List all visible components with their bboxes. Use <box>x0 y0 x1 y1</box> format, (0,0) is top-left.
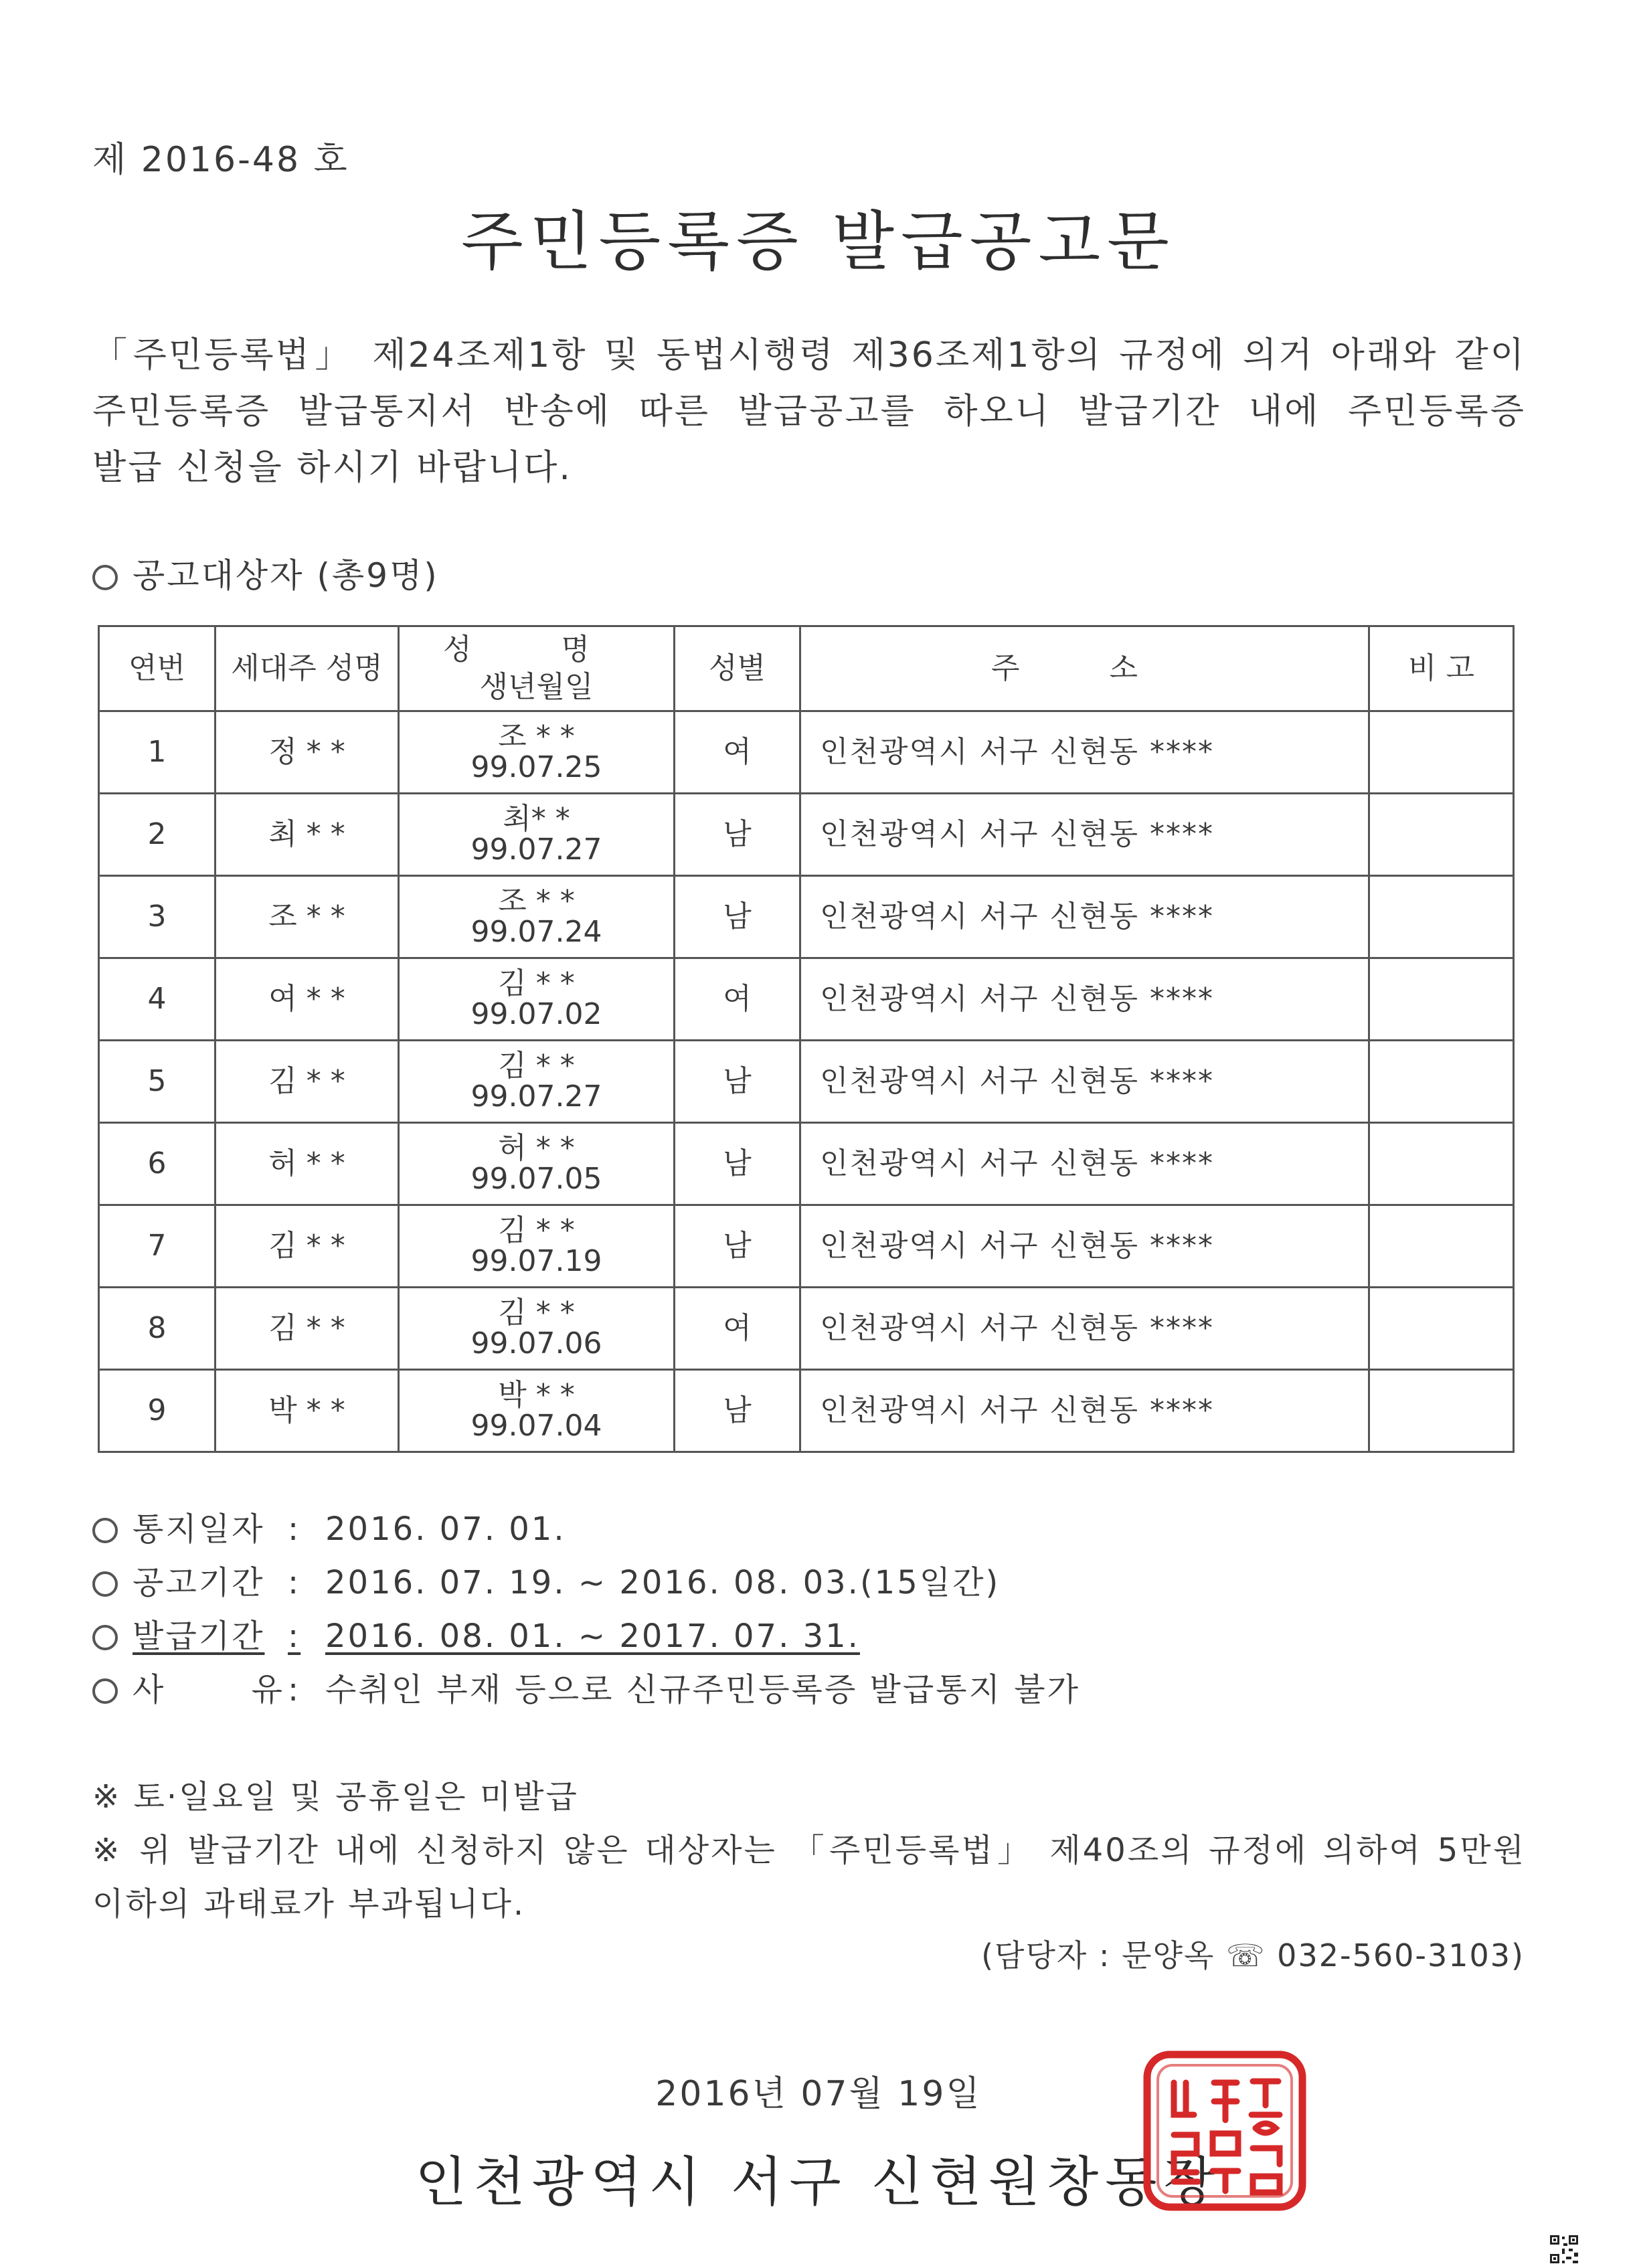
notice-value: 2016. 07. 01. <box>325 1510 566 1548</box>
cell-remarks <box>1369 1288 1514 1370</box>
cell-remarks <box>1369 1205 1514 1288</box>
cell-no: 2 <box>99 794 216 876</box>
cell-name: 조 * * <box>498 719 575 754</box>
cell-householder: 김 * * <box>216 1041 399 1123</box>
cell-birth: 99.07.02 <box>470 997 602 1031</box>
cell-address: 인천광역시 서구 신현동 **** <box>800 711 1369 794</box>
cell-name: 김 * * <box>498 1296 575 1330</box>
table-row <box>99 794 1514 876</box>
cell-name: 김 * * <box>498 1049 575 1083</box>
cell-birth: 99.07.25 <box>470 750 602 784</box>
intro-line-3: 발급 신청을 하시기 바랍니다. <box>92 448 572 488</box>
circle-bullet-icon <box>92 1571 118 1597</box>
cell-gender: 남 <box>675 1370 800 1452</box>
cell-birth: 99.07.05 <box>470 1162 602 1196</box>
cell-remarks <box>1369 958 1514 1041</box>
cell-address: 인천광역시 서구 신현동 **** <box>800 1370 1369 1452</box>
note-line-2: ※ 위 발급기간 내에 신청하지 않은 대상자는 「주민등록법」 제40조의 규정에 의하여 5만원 <box>92 1832 1526 1869</box>
header-name-birth <box>399 626 675 711</box>
cell-address: 인천광역시 서구 신현동 **** <box>800 794 1369 876</box>
cell-remarks <box>1369 794 1514 876</box>
reason-separator: : <box>288 1671 301 1709</box>
issue-label: 발급기간 <box>133 1618 265 1655</box>
cell-no: 5 <box>99 1041 216 1123</box>
cell-householder: 김 * * <box>216 1205 399 1288</box>
info-reason <box>92 1664 1080 1710</box>
subjects-heading <box>92 549 439 597</box>
info-notice-date <box>92 1503 566 1549</box>
cell-name: 최* * <box>503 802 570 836</box>
table-row <box>99 1288 1514 1370</box>
cell-householder: 정 * * <box>216 711 399 794</box>
cell-name: 박 * * <box>498 1378 575 1412</box>
note-line-1: ※ 토·일요일 및 공휴일은 미발급 <box>92 1778 579 1816</box>
cell-name: 조 * * <box>498 884 575 918</box>
header-gender: 성별 <box>675 626 800 711</box>
cell-householder: 박 * * <box>216 1370 399 1452</box>
cell-name-birth <box>399 794 675 876</box>
intro-line-1: 「주민등록법」 제24조제1항 및 동법시행령 제36조제1항의 규정에 의거 아래와 같이 <box>92 335 1526 375</box>
cell-birth: 99.07.06 <box>470 1326 602 1361</box>
cell-address: 인천광역시 서구 신현동 **** <box>800 876 1369 958</box>
cell-address: 인천광역시 서구 신현동 **** <box>800 958 1369 1041</box>
cell-remarks <box>1369 1370 1514 1452</box>
header-householder: 세대주 성명 <box>216 626 399 711</box>
cell-name-birth <box>399 1370 675 1452</box>
cell-householder: 여 * * <box>216 958 399 1041</box>
cell-remarks <box>1369 1123 1514 1205</box>
cell-gender: 남 <box>675 876 800 958</box>
table-row <box>99 711 1514 794</box>
circle-bullet-icon <box>92 565 118 590</box>
circle-bullet-icon <box>92 1518 118 1543</box>
cell-birth: 99.07.19 <box>470 1244 602 1278</box>
cell-gender: 남 <box>675 794 800 876</box>
cell-name-birth <box>399 958 675 1041</box>
cell-remarks <box>1369 1041 1514 1123</box>
table-row <box>99 1205 1514 1288</box>
header-no: 연번 <box>99 626 216 711</box>
table-header-row <box>99 626 1514 711</box>
cell-name: 김 * * <box>498 1213 575 1247</box>
cell-no: 1 <box>99 711 216 794</box>
header-name: 성 명 <box>443 632 630 667</box>
issuer-name: 인천광역시 서구 신현원창동장 <box>415 2151 1222 2213</box>
table-body <box>99 711 1514 1452</box>
cell-gender: 남 <box>675 1123 800 1205</box>
cell-birth: 99.07.27 <box>470 833 602 867</box>
cell-gender: 남 <box>675 1205 800 1288</box>
cell-householder: 최 * * <box>216 794 399 876</box>
contact-info: (담당자 : 문양옥 ☏ 032-560-3103) <box>981 1937 1525 1974</box>
subjects-heading-text: 공고대상자 (총9명) <box>133 556 439 595</box>
table-row <box>99 1370 1514 1452</box>
reason-value: 수취인 부재 등으로 신규주민등록증 발급통지 불가 <box>325 1671 1081 1709</box>
cell-address: 인천광역시 서구 신현동 **** <box>800 1288 1369 1370</box>
issue-value: 2016. 08. 01. ~ 2017. 07. 31. <box>325 1618 860 1655</box>
info-issue-period <box>92 1610 860 1656</box>
table-row <box>99 958 1514 1041</box>
cell-no: 8 <box>99 1288 216 1370</box>
subjects-table <box>98 625 1515 1453</box>
cell-name: 김 * * <box>498 966 575 1000</box>
cell-no: 6 <box>99 1123 216 1205</box>
cell-no: 7 <box>99 1205 216 1288</box>
cell-remarks <box>1369 711 1514 794</box>
cell-gender: 여 <box>675 711 800 794</box>
cell-householder: 조 * * <box>216 876 399 958</box>
notice-label: 통지일자 <box>133 1510 265 1548</box>
note-line-3: 이하의 과태료가 부과됩니다. <box>92 1885 526 1923</box>
cell-birth: 99.07.04 <box>470 1409 602 1443</box>
cell-gender: 여 <box>675 958 800 1041</box>
cell-name-birth <box>399 711 675 794</box>
cell-name-birth <box>399 1205 675 1288</box>
reason-label: 사 유 <box>133 1671 284 1709</box>
notice-separator: : <box>288 1510 301 1548</box>
info-notice-period <box>92 1557 1000 1603</box>
header-birth: 생년월일 <box>479 670 594 704</box>
document-title: 주민등록증 발급공고문 <box>461 204 1176 279</box>
cell-address: 인천광역시 서구 신현동 **** <box>800 1041 1369 1123</box>
intro-line-2: 주민등록증 발급통지서 반송에 따른 발급공고를 하오니 발급기간 내에 주민등록증 <box>92 391 1526 432</box>
cell-name-birth <box>399 1041 675 1123</box>
cell-no: 3 <box>99 876 216 958</box>
cell-birth: 99.07.24 <box>470 915 602 949</box>
cell-householder: 허 * * <box>216 1123 399 1205</box>
cell-householder: 김 * * <box>216 1288 399 1370</box>
cell-name-birth <box>399 1288 675 1370</box>
cell-gender: 남 <box>675 1041 800 1123</box>
period-value: 2016. 07. 19. ~ 2016. 08. 03.(15일간) <box>325 1564 1001 1601</box>
cell-address: 인천광역시 서구 신현동 **** <box>800 1123 1369 1205</box>
cell-no: 4 <box>99 958 216 1041</box>
cell-name-birth <box>399 876 675 958</box>
issue-separator: : <box>288 1618 301 1655</box>
header-address: 주 소 <box>800 626 1369 711</box>
cell-address: 인천광역시 서구 신현동 **** <box>800 1205 1369 1288</box>
cell-birth: 99.07.27 <box>470 1079 602 1114</box>
cell-no: 9 <box>99 1370 216 1452</box>
document-number: 제 2016-48 호 <box>92 140 349 180</box>
table-row <box>99 1123 1514 1205</box>
cell-name: 허 * * <box>498 1131 575 1165</box>
qr-code-icon <box>1549 2234 1579 2265</box>
header-remarks: 비 고 <box>1369 626 1514 711</box>
table-row <box>99 876 1514 958</box>
cell-remarks <box>1369 876 1514 958</box>
circle-bullet-icon <box>92 1678 118 1704</box>
period-separator: : <box>288 1564 301 1601</box>
official-seal-icon <box>1142 2048 1309 2215</box>
circle-bullet-icon <box>92 1625 118 1650</box>
period-label: 공고기간 <box>133 1564 265 1601</box>
issue-date: 2016년 07월 19일 <box>655 2074 982 2114</box>
cell-name-birth <box>399 1123 675 1205</box>
cell-gender: 여 <box>675 1288 800 1370</box>
table-row <box>99 1041 1514 1123</box>
